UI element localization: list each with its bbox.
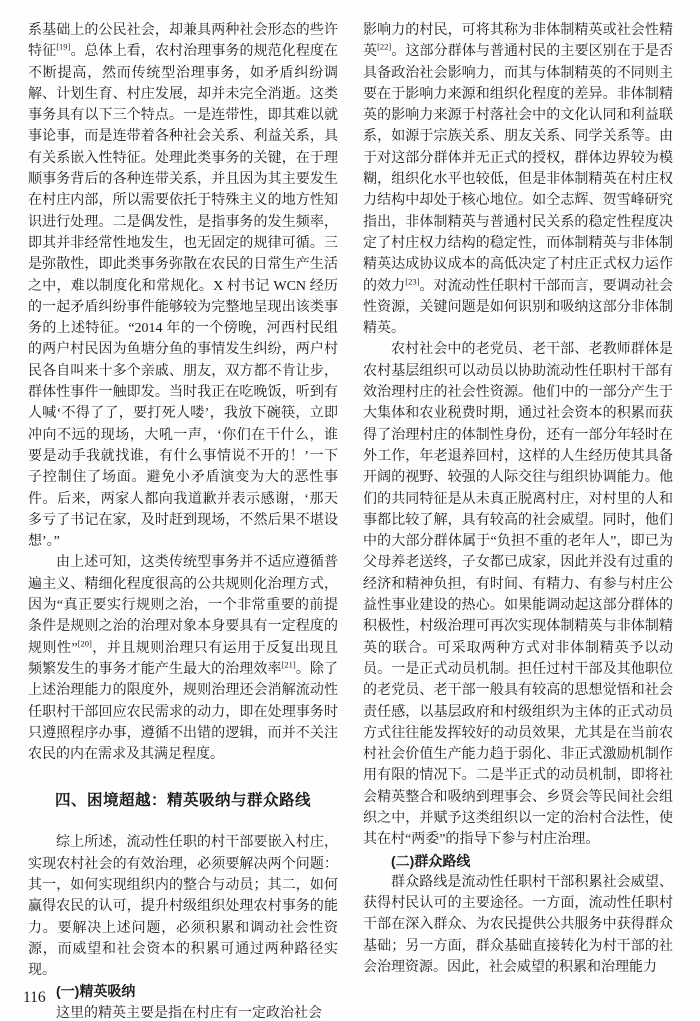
page-footer	[23, 989, 46, 1007]
body-paragraph: 由上述可知，这类传统型事务并不适应遵循普遍主义、精细化程度很高的公共规则化治理方式，因为“真正要实行规则之治，一个非常重要的前提条件是规则之治的治理对象本身要具有一定程度的规则性”[20]，并且规则治理只有运用于反复出现且频繁发生的事务才能产生最大的治理效率[21]。除了上述治理能力的限度外，规则治理还会消解流动性任职村干部回应农民需求的动力，即在处理事务时只遵照程序办事，遵循不出错的逻辑，而并不关注农民的内在需求及其满足程度。	[28, 555, 339, 763]
footnote-reference: [19]	[56, 41, 71, 52]
body-paragraph-continuation: 系基础上的公民社会，却兼具两种社会形态的些许特征[19]。总体上看，农村治理事务的规范化程度在不断提高，然而传统型治理事务，如矛盾纠纷调解、计划生育、村庄发展，却并未完全消逝。这类事务具有以下三个特点。一是连带性，即其难以就事论事，而是连带着各种社会关系、利益关系，具有关系嵌入性特征。处理此类事务的关键，在于理顺事务背后的各种连带关系，并且因为其主要发生在村庄内部，所以需要依托于特殊主义的地方性知识进行处理。二是偶发性，是指事务的发生频率，即其并非经常性地发生，也无固定的规律可循。三是弥散性，即此类事务弥散在农民的日常生产生活之中，难以制度化和常规化。X 村书记 WCN 经历的一起矛盾纠纷事件能够较为完整地呈现出该类事务的上述特征。“2014 年的一个傍晚，河西村民组的两户村民因为鱼塘分鱼的事情发生纠纷，两户村民各自叫来十多个亲戚、朋友，双方都不肯让步，群体性事件一触即发。当时我正在吃晚饭，听到有人喊‘不得了了，要打死人喽’，我放下碗筷，立即冲向不远的现场，大吼一声，‘你们在干什么，谁要是动手我就找谁，有什么事情说不开的！’一下子控制住了场面。避免小矛盾演变为大的恶性事件。后来，两家人都向我道歉并表示感谢，‘那天多亏了书记在家，及时赶到现场，不然后果不堪设想’。”	[28, 23, 339, 550]
right-column	[363, 20, 673, 1021]
page-number: 116	[23, 989, 46, 1006]
body-paragraph-continuation: 影响力的村民，可将其称为非体制精英或社会性精英[22]。这部分群体与普通村民的主要区别在于是否具备政治社会影响力，而其与体制精英的不同则主要在于影响力来源和组织化程度的差异。非体制精英的影响力来源于村落社会中的文化认同和利益联系，如源于宗族关系、朋友关系、同学关系等。由于对这部分群体并无正式的授权，群体边界较为模糊，组织化水平也较低，但是非体制精英在村庄权力结构中却处于核心地位。如仝志辉、贺雪峰研究指出，非体制精英与普通村民关系的稳定性程度决定了村庄权力结构的稳定性，而体制精英与非体制精英达成协议成本的高低决定了村庄正式权力运作的效力[23]。对流动性任职村干部而言，要调动社会性资源，关键问题是如何识别和吸纳这部分非体制精英。	[363, 23, 674, 337]
body-paragraph: 农村社会中的老党员、老干部、老教师群体是农村基层组织可以动员以协助流动性任职村干部有效治理村庄的社会性资源。他们中的一部分产生于大集体和农业税费时期，通过社会资本的积累而获得了治理村庄的体制性身份，还有一部分年轻时在外工作，年老退养回村，这样的人生经历使其具备开阔的视野、较强的人际交往与组织协调能力。他们的共同特征是从未真正脱离村庄，对村里的人和事都比较了解，具有较高的社会威望。同时，他们中的大部分群体属于“负担不重的老年人”，即已为父母养老送终，子女都已成家，因此并没有过重的经济和精神负担，有时间、有精力、有参与村庄公益性事业建设的热心。如果能调动起这部分群体的积极性，村级治理可再次实现体制精英与非体制精英的联合。可采取两种方式对非体制精英予以动员。一是正式动员机制。担任过村干部及其他职位的老党员、老干部一般具有较高的思想觉悟和社会责任感，以基层政府和村级组织为主体的正式动员方式往往能发挥较好的动员效果，尤其是在当前农村社会价值生产能力趋于弱化、非正式激励机制作用有限的情况下。二是半正式的动员机制，即将社会精英整合和吸纳到理事会、乡贤会等民间社会组织之中，并赋予这类组织以一定的治村合法性，使其在村“两委”的指导下参与村庄治理。	[363, 342, 673, 848]
subsection-heading: (二)群众路线	[391, 852, 471, 869]
footnote-reference: [23]	[405, 275, 420, 286]
footnote-reference: [22]	[377, 41, 392, 52]
body-paragraph: 综上所述，流动性任职的村干部要嵌入村庄，实现农村社会的有效治理，必须要解决两个问题：其一，如何实现组织内的整合与动员；其二，如何赢得农民的认可，提升村级组织处理农村事务的能力。要解决上述问题，必须积累和调动社会性资源，而威望和社会资本的积累可通过两种路径实现。	[28, 835, 338, 979]
section-heading: 四、困境超越：精英吸纳与群众路线	[54, 792, 311, 810]
body-paragraph-fragment: 这里的精英主要是指在村庄有一定政治社会	[56, 1005, 322, 1021]
body-paragraph: 群众路线是流动性任职村干部积累社会威望、获得村民认可的主要途径。一方面，流动性任职村干部在深入群众、为农民提供公共服务中获得群众基础；另一方面，群众基础直接转化为村干部的社会治理资源。因此，社会威望的积累和治理能力	[363, 874, 673, 976]
footnote-reference: [20]	[77, 637, 92, 648]
footnote-reference: [21]	[281, 659, 296, 670]
left-column	[28, 20, 338, 1021]
subsection-heading: (一)精英吸纳	[56, 983, 136, 1000]
